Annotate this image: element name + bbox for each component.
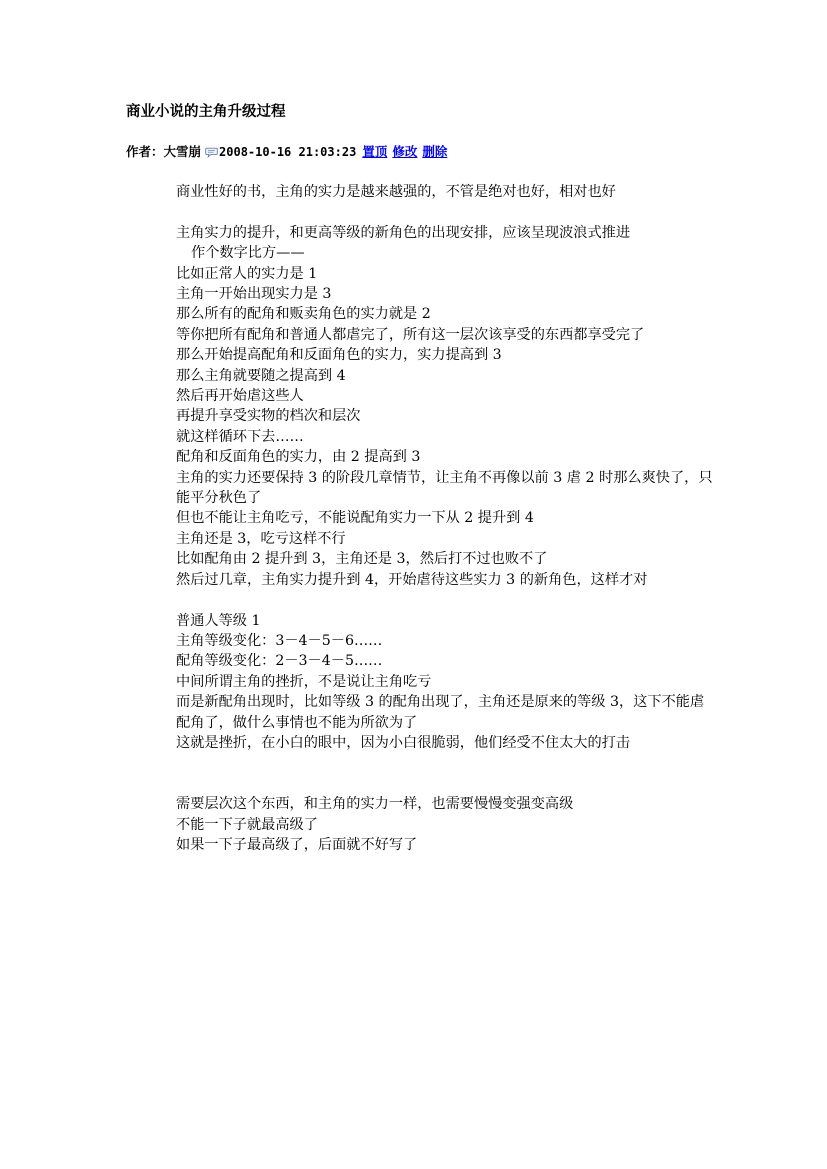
paragraph: 配角等级变化：2－3－4－5……	[176, 653, 383, 670]
paragraph: 再提升享受实物的档次和层次	[176, 408, 361, 425]
comment-bubble-icon[interactable]	[205, 145, 218, 156]
paragraph: 如果一下子最高级了，后面就不好写了	[176, 836, 418, 853]
author-name: 大雪崩	[163, 144, 202, 159]
paragraph: 但也不能让主角吃亏，不能说配角实力一下从 2 提升到 4	[176, 510, 534, 527]
page-title: 商业小说的主角升级过程	[126, 104, 286, 120]
paragraph: 那么所有的配角和贩卖角色的实力就是 2	[176, 306, 431, 323]
paragraph: 而是新配角出现时，比如等级 3 的配角出现了，主角还是原来的等级 3，这下不能虐配角了，做什么事情也不能为所欲为了	[176, 694, 705, 731]
paragraph: 商业性好的书，主角的实力是越来越强的，不管是绝对也好，相对也好	[176, 184, 616, 200]
delete-link[interactable]: 删除	[422, 144, 448, 159]
paragraph: 中间所谓主角的挫折，不是说让主角吃亏	[176, 673, 432, 690]
paragraph: 主角实力的提升，和更高等级的新角色的出现安排，应该呈现波浪式推进	[176, 224, 631, 241]
paragraph: 然后再开始虐这些人	[176, 388, 304, 405]
paragraph: 比如正常人的实力是 1	[176, 265, 318, 282]
paragraph: 主角还是 3，吃亏这样不行	[176, 530, 346, 547]
paragraph: 主角的实力还要保持 3 的阶段几章情节，让主角不再像以前 3 虐 2 时那么爽快了，只能平分秋色了	[176, 469, 713, 507]
paragraph: 作个数字比方——	[191, 245, 305, 262]
paragraph: 配角和反面角色的实力，由 2 提高到 3	[176, 449, 421, 466]
paragraph: 不能一下子就最高级了	[176, 816, 318, 833]
paragraph: 然后过几章，主角实力提升到 4，开始虐待这些实力 3 的新角色，这样才对	[176, 571, 648, 588]
post-timestamp: 2008-10-16 21:03:23	[219, 145, 357, 159]
author-label: 作者：	[126, 144, 164, 159]
paragraph: 需要层次这个东西，和主角的实力一样，也需要慢慢变强变高级	[176, 796, 574, 813]
pin-link[interactable]: 置顶	[362, 144, 388, 159]
paragraph: 就这样循环下去……	[176, 428, 304, 445]
paragraph: 主角等级变化：3－4－5－6……	[176, 632, 383, 649]
paragraph: 普通人等级 1	[176, 612, 261, 629]
paragraph: 那么主角就要随之提高到 4	[176, 367, 346, 384]
paragraph: 这就是挫折，在小白的眼中，因为小白很脆弱，他们经受不住太大的打击	[176, 734, 631, 751]
edit-link[interactable]: 修改	[392, 144, 418, 159]
paragraph: 等你把所有配角和普通人都虐完了，所有这一层次该享受的东西都享受完了	[176, 326, 645, 343]
article-body	[176, 182, 716, 855]
paragraph: 比如配角由 2 提升到 3，主角还是 3，然后打不过也败不了	[176, 551, 548, 568]
paragraph: 那么开始提高配角和反面角色的实力，实力提高到 3	[176, 347, 502, 364]
post-meta	[126, 143, 452, 161]
paragraph: 主角一开始出现实力是 3	[176, 286, 332, 303]
